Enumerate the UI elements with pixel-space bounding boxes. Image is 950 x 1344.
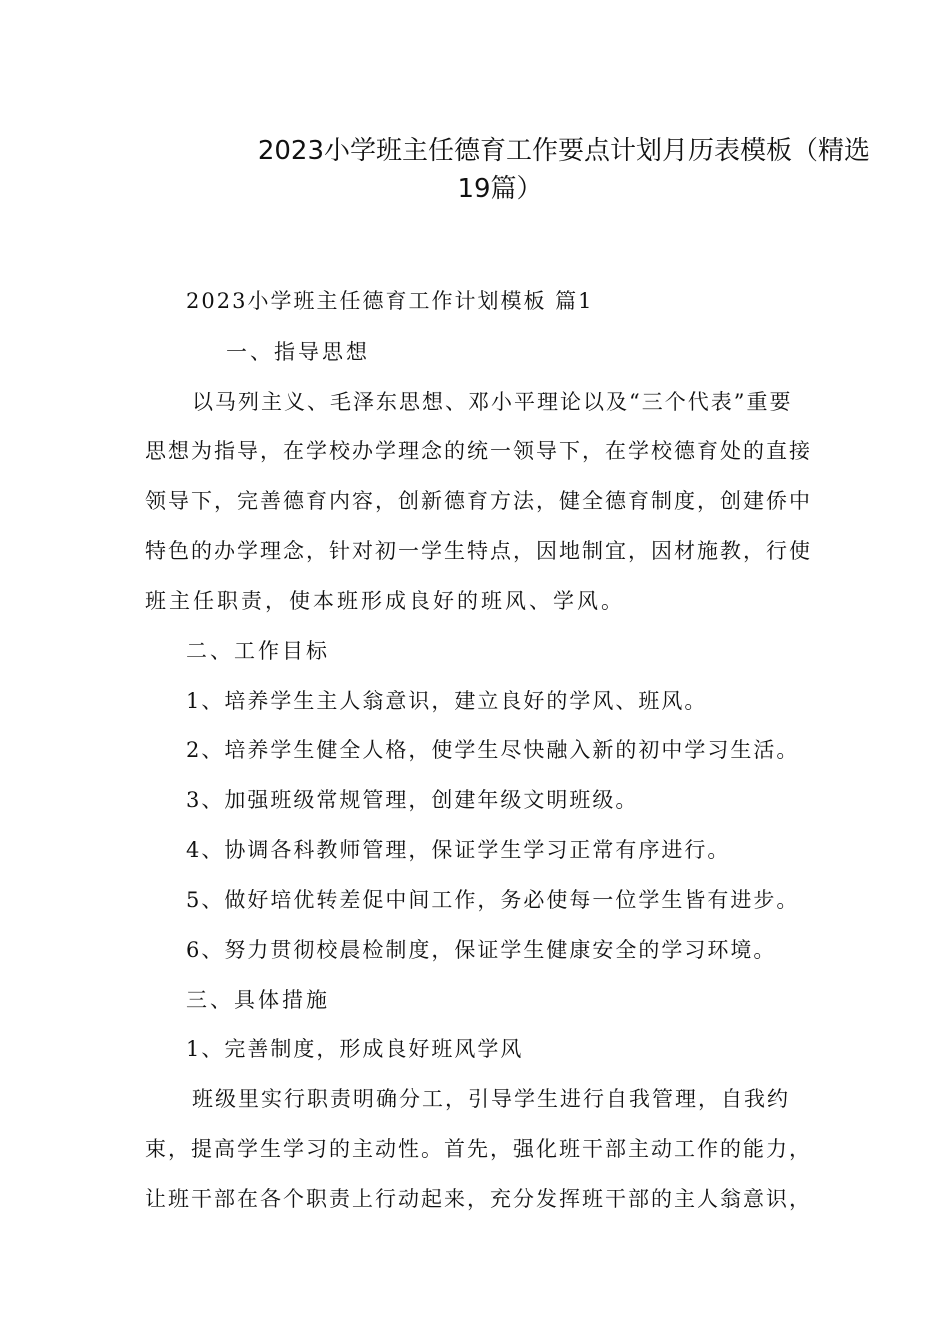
paragraph-line: 领导下，完善德育内容，创新德育方法，健全德育制度，创建侨中 (145, 489, 810, 513)
heading-work-goals: 二、工作目标 (186, 639, 330, 663)
paragraph-line: 班主任职责，使本班形成良好的班风、学风。 (145, 589, 625, 613)
list-item-goal-2: 2、培养学生健全人格，使学生尽快融入新的初中学习生活。 (186, 738, 800, 762)
paragraph-line: 让班干部在各个职责上行动起来，充分发挥班干部的主人翁意识， (145, 1187, 810, 1211)
list-item-goal-5: 5、做好培优转差促中间工作，务必使每一位学生皆有进步。 (186, 888, 800, 912)
heading-guiding-ideology: 一、指导思想 (226, 340, 370, 364)
subheading-measure-1: 1、完善制度，形成良好班风学风 (186, 1037, 524, 1061)
document-title-line-1: 2023小学班主任德育工作要点计划月历表模板（精选 (257, 136, 870, 166)
paragraph-line: 思想为指导，在学校办学理念的统一领导下，在学校德育处的直接 (145, 439, 810, 463)
paragraph-line: 班级里实行职责明确分工，引导学生进行自我管理，自我约 (192, 1087, 790, 1111)
list-item-goal-6: 6、努力贯彻校晨检制度，保证学生健康安全的学习环境。 (186, 938, 777, 962)
paragraph-line: 特色的办学理念，针对初一学生特点，因地制宜，因材施教，行使 (145, 539, 810, 563)
paragraph-line: 束，提高学生学习的主动性。首先，强化班干部主动工作的能力， (145, 1137, 810, 1161)
paragraph-line: 以马列主义、毛泽东思想、邓小平理论以及“三个代表”重要 (192, 390, 793, 414)
section-heading-article-1: 2023小学班主任德育工作计划模板 篇1 (186, 289, 594, 313)
list-item-goal-3: 3、加强班级常规管理，创建年级文明班级。 (186, 788, 639, 812)
list-item-goal-1: 1、培养学生主人翁意识，建立良好的学风、班风。 (186, 689, 708, 713)
document-title-line-2: 19篇） (457, 174, 543, 204)
list-item-goal-4: 4、协调各科教师管理，保证学生学习正常有序进行。 (186, 838, 731, 862)
heading-specific-measures: 三、具体措施 (186, 988, 330, 1012)
